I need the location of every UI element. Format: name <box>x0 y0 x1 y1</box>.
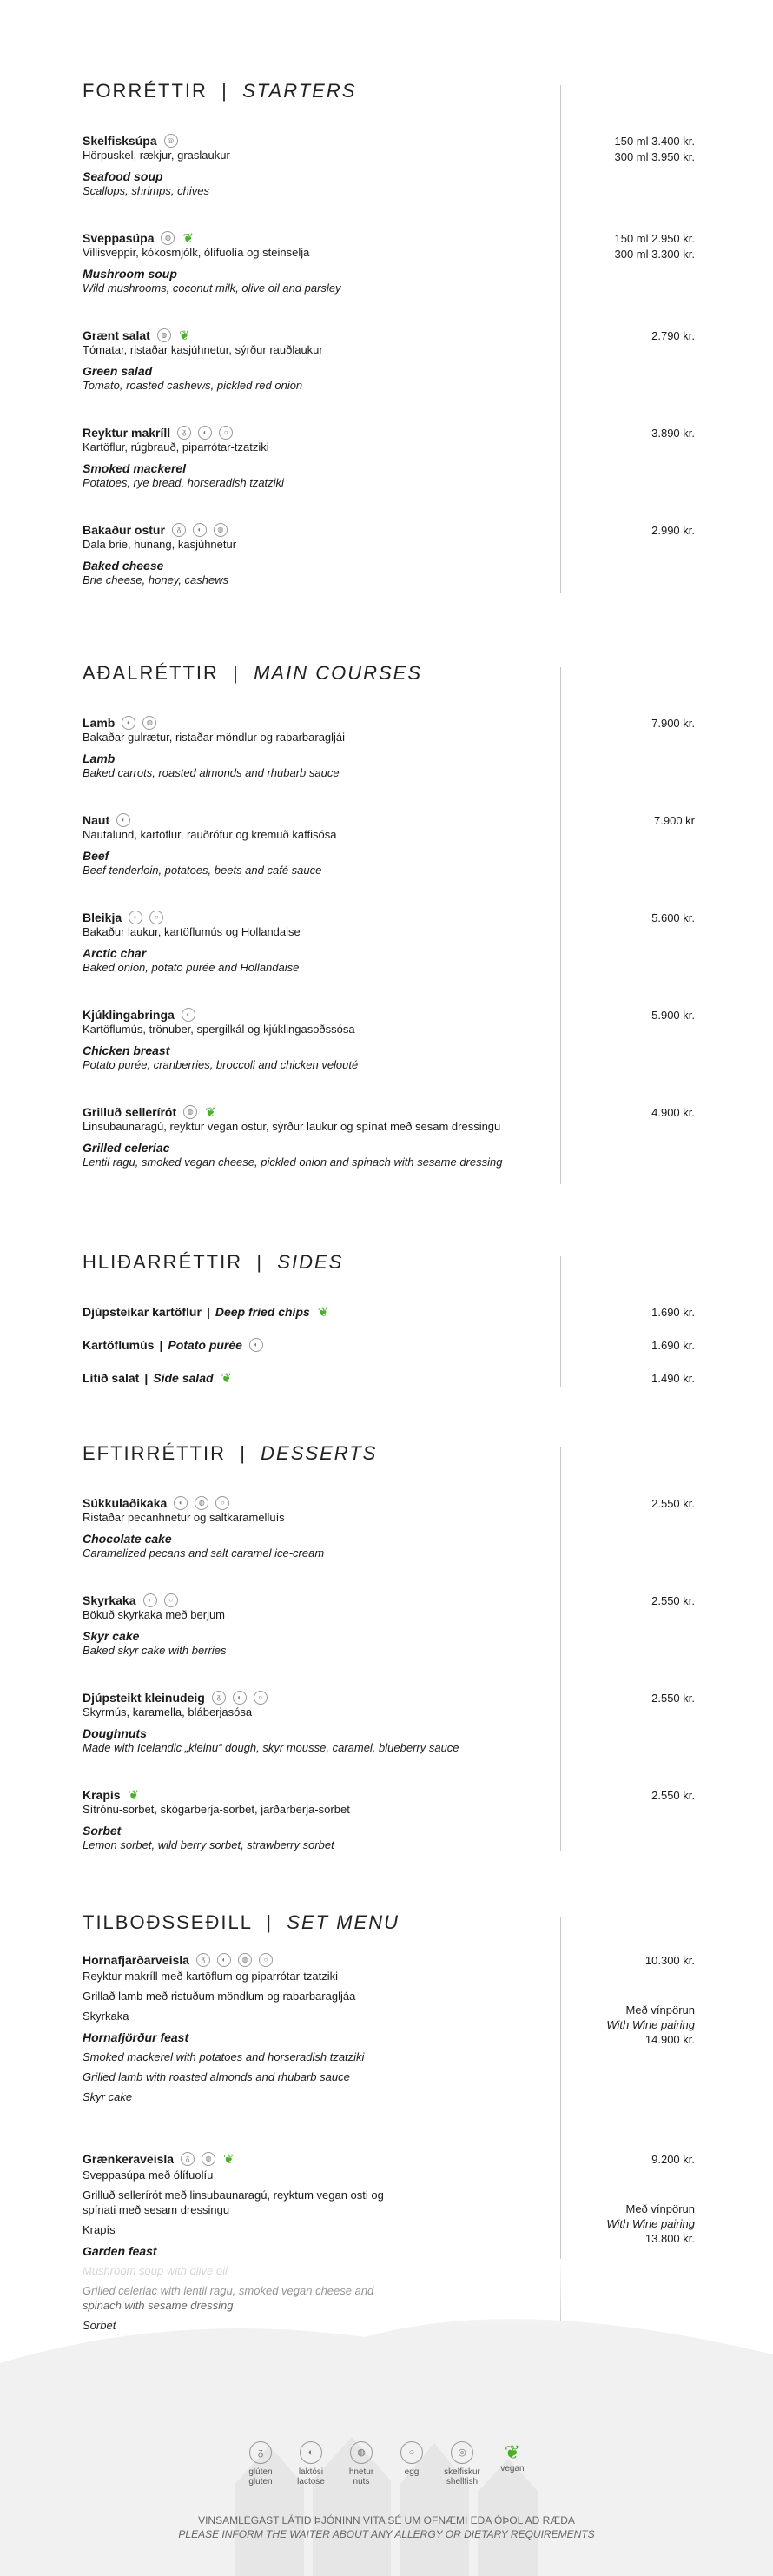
item-price <box>573 1105 695 1121</box>
lactose-icon: ◐ <box>217 1953 231 1967</box>
egg-icon: ○ <box>259 1953 273 1967</box>
starters-divider <box>560 85 561 593</box>
price-line: 5.900 kr. <box>651 1009 695 1022</box>
legend-item <box>445 2441 479 2487</box>
nuts-icon: ◍ <box>157 328 171 342</box>
egg-icon: ○ <box>164 1593 178 1607</box>
item-desc-en: Baked carrots, roasted almonds and rhubarb sauce <box>83 766 340 779</box>
legend-label-en: lactose <box>297 2477 325 2487</box>
item-name-en: Lamb <box>83 752 116 765</box>
menu-item <box>83 1371 695 1385</box>
item-price <box>573 1008 695 1023</box>
item-desc-en: Made with Icelandic „kleinu“ dough, skyr mousse, caramel, blueberry sauce <box>83 1741 459 1754</box>
egg-icon: ○ <box>149 911 163 924</box>
item-price <box>573 426 695 441</box>
price-line: 300 ml 3.950 kr. <box>614 150 695 163</box>
nuts-icon: ◍ <box>214 523 228 537</box>
vegan-leaf-icon: ❦ <box>128 1787 140 1803</box>
item-desc: Kartöflur, rúgbrauð, piparrótar-tzatziki <box>83 440 269 454</box>
item-desc-en: Potatoes, rye bread, horseradish tzatziki <box>83 476 284 489</box>
item-price <box>573 716 695 732</box>
vegan-leaf-icon: ❦ <box>205 1104 216 1120</box>
item-name: Kartöflumús <box>83 1338 155 1352</box>
menu-item <box>83 1305 695 1319</box>
starters-section <box>83 80 695 620</box>
title-separator: | <box>206 1305 210 1319</box>
desserts-divider <box>560 1447 561 1851</box>
item-name: Reyktur makríll <box>83 426 171 440</box>
lactose-icon: ◐ <box>193 523 207 537</box>
item-name: Kjúklingabringa <box>83 1008 175 1022</box>
menu-item <box>83 1008 695 1072</box>
item-name: Lítið salat <box>83 1371 140 1385</box>
egg-icon: ○ <box>215 1496 229 1510</box>
egg-icon: ○ <box>254 1691 268 1705</box>
nuts-icon: ◍ <box>238 1953 252 1967</box>
set-course-en: Smoked mackerel with potatoes and horseradish tzatziki <box>83 2050 365 2063</box>
item-name-en: Green salad <box>83 364 153 378</box>
legend-label: laktósi <box>298 2467 324 2477</box>
egg-icon: ○ <box>219 426 233 440</box>
nuts-icon: ◍ <box>195 1496 208 1510</box>
sides-section <box>83 1251 695 1404</box>
item-name: Naut <box>83 813 110 827</box>
title-separator: | <box>159 1338 163 1352</box>
price-line: 150 ml 3.400 kr. <box>614 135 695 148</box>
item-name-en: Chocolate cake <box>83 1532 172 1546</box>
shellfish-icon: ◎ <box>164 134 178 148</box>
mains-title: AÐALRÉTTIR | MAIN COURSES <box>83 662 423 684</box>
set-name: Hornafjarðarveisla <box>83 1953 189 1967</box>
set-name: Grænkeraveisla <box>83 2152 175 2166</box>
lactose-icon: ◐ <box>198 426 212 440</box>
item-name-en: Mushroom soup <box>83 267 177 281</box>
item-name: Bakaður ostur <box>83 523 165 537</box>
menu-item <box>83 426 695 490</box>
lactose-icon: ◐ <box>116 813 130 827</box>
set-price-block <box>521 1953 695 2047</box>
mains-section <box>83 662 695 1202</box>
item-desc: Linsubaunaragú, reyktur vegan ostur, sýrður laukur og spínat með sesam dressingu <box>83 1120 501 1133</box>
allergy-notice <box>0 2513 773 2541</box>
item-desc-en: Baked skyr cake with berries <box>83 1644 227 1657</box>
set-course: Grilluð sellerírót með linsubaunaragú, reyktum vegan osti og spínati með sesam dressingu <box>83 2189 384 2216</box>
item-price: 1.690 kr. <box>651 1306 695 1319</box>
item-desc: Tómatar, ristaðar kasjúhnetur, sýrður rauðlaukur <box>83 343 323 356</box>
item-price <box>573 231 695 262</box>
gluten-icon: ᵹ <box>212 1691 226 1705</box>
item-price <box>573 1691 695 1706</box>
legend-label: skelfiskur <box>444 2467 480 2477</box>
item-name-en: Skyr cake <box>83 1629 140 1643</box>
shellfish-icon: ◎ <box>451 2441 473 2464</box>
item-desc-en: Lentil ragu, smoked vegan cheese, pickled onion and spinach with sesame dressing <box>83 1156 503 1169</box>
item-price: 1.690 kr. <box>651 1339 695 1352</box>
set-price: 10.300 kr. <box>644 1954 695 1967</box>
mains-divider <box>560 667 561 1184</box>
item-price <box>573 134 695 165</box>
set-course: Grillað lamb með ristuðum möndlum og rabarbaragljáa <box>83 1990 356 2003</box>
egg-icon: ○ <box>400 2441 423 2464</box>
item-name: Djúpsteikar kartöflur <box>83 1305 202 1319</box>
wine-label: Með vínpörun <box>625 2202 695 2215</box>
item-name-en: Side salad <box>153 1371 214 1385</box>
item-name-en: Deep fried chips <box>215 1305 310 1319</box>
menu-item <box>83 1496 695 1560</box>
legend-item <box>294 2441 328 2487</box>
menu-item <box>83 328 695 393</box>
price-line: 5.600 kr. <box>651 911 695 924</box>
item-desc: Bakaðar gulrætur, ristaðar möndlur og rabarbaragljái <box>83 731 346 744</box>
price-line: 2.990 kr. <box>651 524 695 537</box>
menu-item <box>83 1691 695 1755</box>
item-name-en: Smoked mackerel <box>83 461 187 475</box>
item-name-en: Doughnuts <box>83 1726 147 1740</box>
item-name-en: Seafood soup <box>83 169 163 183</box>
allergen-legend <box>0 2441 773 2487</box>
item-desc-en: Lemon sorbet, wild berry sorbet, strawberry sorbet <box>83 1838 334 1851</box>
nuts-icon: ◍ <box>350 2441 373 2464</box>
menu-item <box>83 1788 695 1852</box>
nuts-icon: ◍ <box>183 1105 197 1119</box>
lactose-icon: ◐ <box>143 1593 157 1607</box>
setmenu-title: TILBOÐSSEÐILL | SET MENU <box>83 1911 400 1933</box>
gluten-icon: ᵹ <box>249 2441 272 2464</box>
item-name: Djúpsteikt kleinudeig <box>83 1691 205 1705</box>
lactose-icon: ◐ <box>182 1008 195 1022</box>
set-price: 9.200 kr. <box>651 2153 695 2166</box>
menu-item <box>83 911 695 975</box>
gluten-icon: ᵹ <box>181 2152 195 2166</box>
item-desc-en: Wild mushrooms, coconut milk, olive oil and parsley <box>83 281 341 295</box>
item-name-en: Sorbet <box>83 1824 122 1838</box>
item-desc-en: Beef tenderloin, potatoes, beets and café sauce <box>83 864 322 877</box>
nuts-icon: ◍ <box>202 2152 215 2166</box>
item-price <box>573 1496 695 1512</box>
item-name: Skelfisksúpa <box>83 134 157 148</box>
desserts-title: EFTIRRÉTTIR | DESSERTS <box>83 1442 378 1464</box>
notice-en: PLEASE INFORM THE WAITER ABOUT ANY ALLERGY OR DIETARY REQUIREMENTS <box>178 2528 595 2540</box>
legend-item <box>495 2441 530 2487</box>
item-name: Súkkulaðikaka <box>83 1496 168 1510</box>
item-price: 1.490 kr. <box>651 1372 695 1385</box>
item-name-en: Arctic char <box>83 946 147 960</box>
item-name: Grænt salat <box>83 328 150 342</box>
item-desc: Kartöflumús, trönuber, spergilkál og kjúklingasoðssósa <box>83 1023 355 1036</box>
nuts-icon: ◍ <box>161 231 175 245</box>
set-name-en: Garden feast <box>83 2244 157 2258</box>
vegan-leaf-icon: ❦ <box>178 328 190 343</box>
price-line: 2.550 kr. <box>651 1594 695 1607</box>
menu-item <box>83 813 695 877</box>
lactose-icon: ◐ <box>300 2441 322 2464</box>
wine-pairing <box>521 2202 695 2246</box>
item-name: Krapís <box>83 1788 121 1802</box>
price-line: 2.550 kr. <box>651 1497 695 1510</box>
item-price <box>573 813 695 829</box>
item-desc: Bökuð skyrkaka með berjum <box>83 1608 226 1621</box>
item-desc: Nautalund, kartöflur, rauðrófur og kremuð kaffisósa <box>83 828 337 841</box>
sides-divider <box>560 1256 561 1387</box>
lactose-icon: ◐ <box>122 716 135 730</box>
item-price <box>573 523 695 539</box>
price-line: 300 ml 3.300 kr. <box>614 248 695 261</box>
wine-price: 14.900 kr. <box>644 2033 695 2046</box>
set-name-en: Hornafjörður feast <box>83 2030 189 2044</box>
price-line: 4.900 kr. <box>651 1106 695 1119</box>
item-desc-en: Potato purée, cranberries, broccoli and chicken velouté <box>83 1058 359 1071</box>
price-line: 2.550 kr. <box>651 1692 695 1705</box>
wine-label-en: With Wine pairing <box>606 2018 695 2031</box>
gluten-icon: ᵹ <box>172 523 186 537</box>
legend-item <box>394 2441 429 2487</box>
vegan-leaf-icon: ❦ <box>317 1304 329 1320</box>
set-course-en: Skyr cake <box>83 2090 133 2103</box>
item-name: Grilluð sellerírót <box>83 1105 177 1119</box>
item-name-en: Potato purée <box>168 1338 242 1352</box>
item-desc: Dala brie, hunang, kasjúhnetur <box>83 538 237 551</box>
item-desc: Bakaður laukur, kartöflumús og Hollandaise <box>83 925 301 938</box>
item-name-en: Beef <box>83 849 109 863</box>
legend-label: egg <box>404 2467 420 2477</box>
vegan-leaf-icon: ❦ <box>182 230 195 246</box>
vegan-icon: ❦ <box>504 2441 521 2463</box>
legend-label: vegan <box>500 2464 525 2473</box>
item-price <box>573 328 695 344</box>
price-line: 7.900 kr. <box>651 717 695 730</box>
menu-item <box>83 134 695 198</box>
price-line: 7.900 kr <box>654 814 695 827</box>
item-price <box>573 1788 695 1804</box>
price-line: 3.890 kr. <box>651 427 695 440</box>
notice-is: VINSAMLEGAST LÁTIÐ ÞJÓNINN VITA SÉ UM OFNÆMI EÐA ÓÞOL AÐ RÆÐA <box>198 2514 575 2526</box>
item-desc: Villisveppir, kókosmjólk, ólífuolía og steinselja <box>83 246 310 259</box>
legend-label: hnetur <box>348 2467 374 2477</box>
item-desc-en: Caramelized pecans and salt caramel ice-cream <box>83 1546 325 1560</box>
item-name-en: Baked cheese <box>83 559 164 573</box>
legend-label-en: nuts <box>353 2477 370 2487</box>
set-course: Skyrkaka <box>83 2010 129 2023</box>
item-desc-en: Baked onion, potato purée and Hollandaise <box>83 961 300 974</box>
menu-item <box>83 231 695 295</box>
gluten-icon: ᵹ <box>177 426 191 440</box>
price-line: 150 ml 2.950 kr. <box>614 232 695 245</box>
set-course: Sveppasúpa með ólífuolíu <box>83 2169 214 2182</box>
price-line: 2.790 kr. <box>651 329 695 342</box>
set-course: Krapís <box>83 2223 116 2236</box>
vegan-leaf-icon: ❦ <box>223 2151 235 2167</box>
sides-title: HLIÐARRÉTTIR | SIDES <box>83 1251 344 1273</box>
wine-pairing <box>521 2003 695 2047</box>
wine-price: 13.800 kr. <box>644 2232 695 2245</box>
menu-item <box>83 1338 695 1352</box>
wine-label: Með vínpörun <box>625 2003 695 2016</box>
set-price-block <box>521 2152 695 2246</box>
legend-item <box>344 2441 379 2487</box>
price-line: 2.550 kr. <box>651 1789 695 1802</box>
legend-label-en: gluten <box>248 2477 273 2487</box>
gluten-icon: ᵹ <box>196 1953 210 1967</box>
item-desc: Hörpuskel, rækjur, graslaukur <box>83 149 230 162</box>
legend-label-en: shellfish <box>446 2477 479 2487</box>
legend-label: glúten <box>248 2467 273 2477</box>
menu-item <box>83 523 695 587</box>
item-name-en: Chicken breast <box>83 1043 170 1057</box>
item-desc-en: Brie cheese, honey, cashews <box>83 573 229 586</box>
wine-label-en: With Wine pairing <box>606 2217 695 2230</box>
lactose-icon: ◐ <box>129 911 142 924</box>
item-name-en: Grilled celeriac <box>83 1141 170 1155</box>
set-course-en: Grilled lamb with roasted almonds and rhubarb sauce <box>83 2070 350 2083</box>
starters-title: FORRÉTTIR | STARTERS <box>83 80 357 102</box>
menu-item <box>83 1953 695 2104</box>
item-desc: Sítrónu-sorbet, skógarberja-sorbet, jarðarberja-sorbet <box>83 1803 350 1816</box>
item-name: Sveppasúpa <box>83 231 155 245</box>
item-name: Skyrkaka <box>83 1593 136 1607</box>
legend-item <box>243 2441 278 2487</box>
item-desc-en: Tomato, roasted cashews, pickled red onion <box>83 379 303 392</box>
item-price <box>573 1593 695 1609</box>
item-desc: Skyrmús, karamella, bláberjasósa <box>83 1705 253 1718</box>
item-price <box>573 911 695 926</box>
lactose-icon: ◐ <box>249 1338 263 1352</box>
item-name: Bleikja <box>83 911 122 924</box>
menu-item <box>83 1593 695 1658</box>
lactose-icon: ◐ <box>174 1496 188 1510</box>
vegan-leaf-icon: ❦ <box>221 1370 233 1386</box>
nuts-icon: ◍ <box>142 716 156 730</box>
item-name: Lamb <box>83 716 116 730</box>
title-separator: | <box>144 1371 149 1385</box>
desserts-section <box>83 1442 695 1885</box>
menu-item <box>83 1105 695 1169</box>
set-course: Reyktur makríll með kartöflum og piparrótar-tzatziki <box>83 1970 339 1983</box>
item-desc: Ristaðar pecanhnetur og saltkaramelluís <box>83 1511 285 1524</box>
item-desc-en: Scallops, shrimps, chives <box>83 184 209 197</box>
lactose-icon: ◐ <box>233 1691 247 1705</box>
menu-item <box>83 716 695 780</box>
